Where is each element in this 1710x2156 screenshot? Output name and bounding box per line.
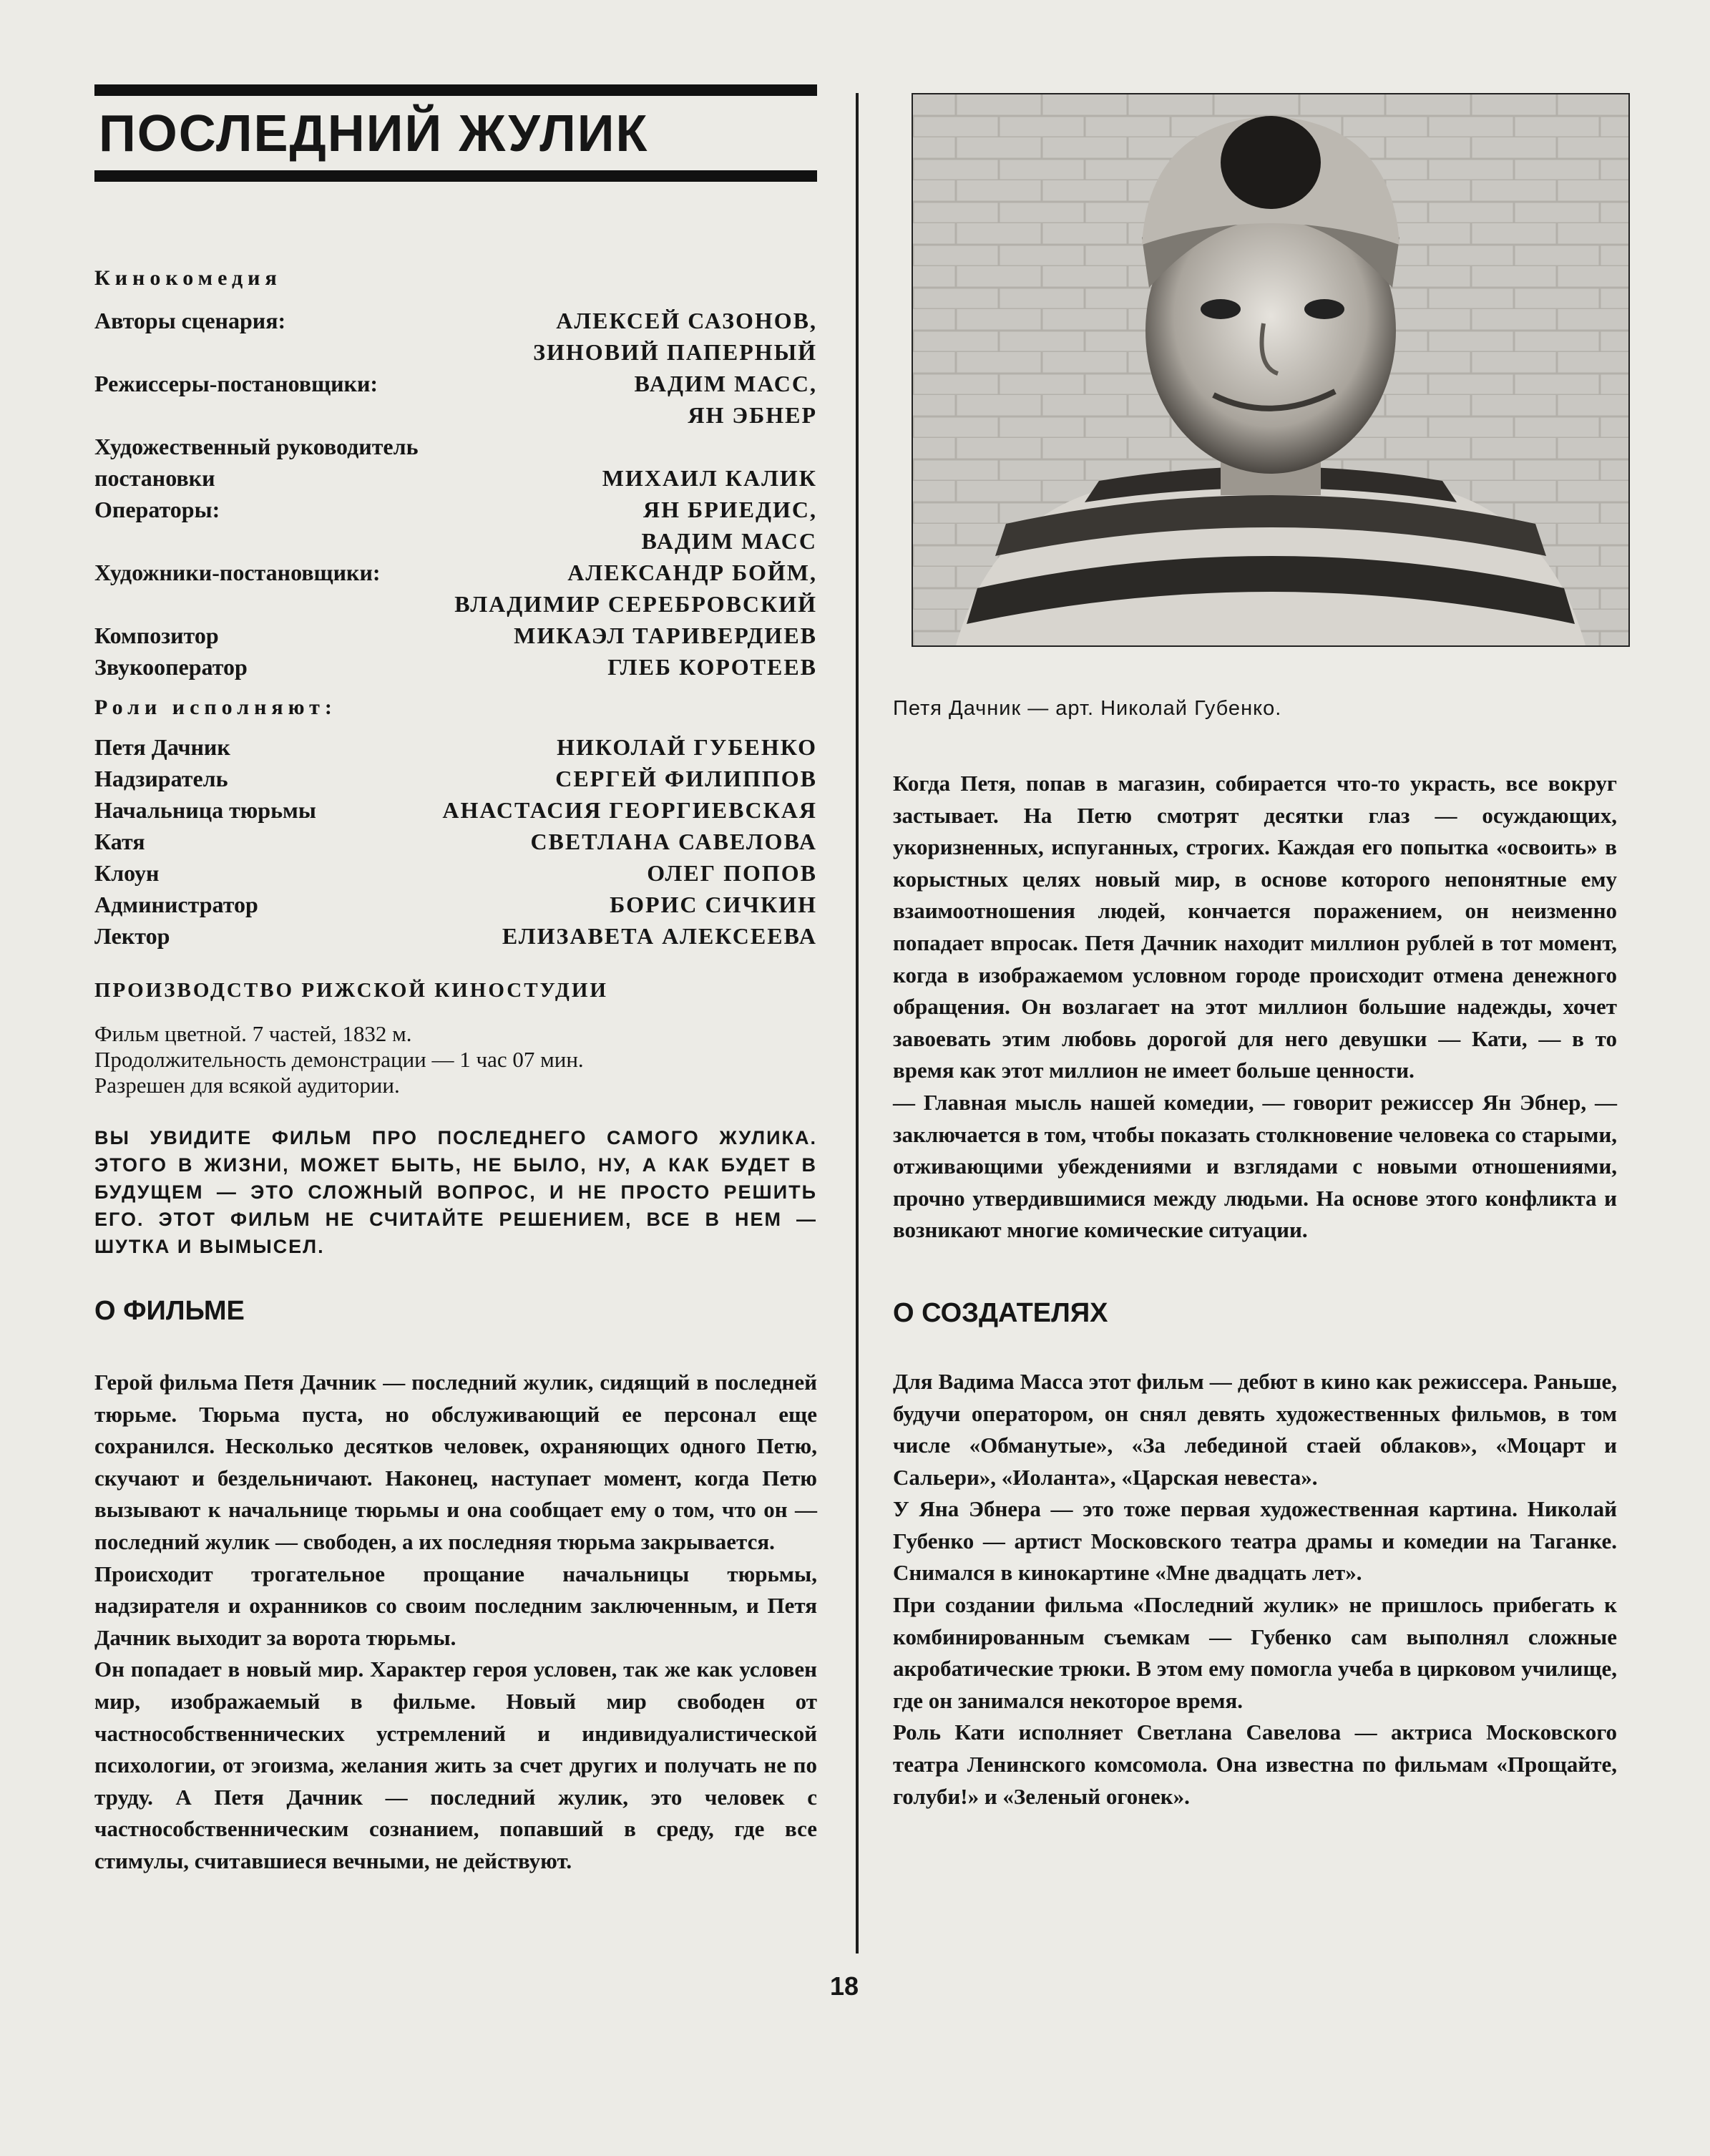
studio-line: ПРОИЗВОДСТВО РИЖСКОЙ КИНОСТУДИИ [94, 979, 608, 1002]
cast-row-role: Петя Дачник [94, 734, 230, 760]
credit-row-name: ЗИНОВИЙ ПАПЕРНЫЙ [533, 339, 817, 365]
paragraph: — Главная мысль нашей комедии, — говорит режиссер Ян Эбнер, — заключается в том, чтобы показать столкновение человека со старыми, отживающими убеждениями и взглядами с новыми отношениями, прочно утвердившимися между людьми. На основе этого конфликта и возникают многие комические ситуации. [893, 1089, 1617, 1243]
credits-list [94, 305, 817, 683]
cast-row-role: Лектор [94, 923, 170, 949]
credit-row-name: ВАДИМ МАСС [641, 528, 817, 554]
genre-label: Кинокомедия [94, 266, 282, 290]
credit-row [94, 336, 817, 368]
credit-row-name: ВАДИМ МАСС, [634, 371, 817, 396]
column-divider [856, 93, 859, 1953]
credit-row [94, 462, 817, 494]
tech-info [94, 1021, 817, 1098]
photo-illustration [913, 94, 1628, 645]
paragraph: Он попадает в новый мир. Характер героя условен, так же как условен мир, изображаемый в фильме. Новый мир свободен от частнособственнических устремлений и индивидуалистической психологии, от эгоизма, желания жить за счет других и получать не по труду. А Петя Дачник — последний жулик, это человек с частнособственническим сознанием, попавший в среду, где все стимулы, считавшиеся вечными, не действуют. [94, 1657, 817, 1873]
title-rule-top [94, 84, 817, 96]
tech-line: Разрешен для всякой аудитории. [94, 1073, 400, 1098]
credit-row [94, 305, 817, 336]
creators-heading: О СОЗДАТЕЛЯХ [893, 1297, 1108, 1328]
credit-row-name: АЛЕКСАНДР БОЙМ, [567, 560, 817, 585]
cast-row-role: Надзиратель [94, 766, 228, 791]
intro-text: ВЫ УВИДИТЕ ФИЛЬМ ПРО ПОСЛЕДНЕГО САМОГО ЖУЛИКА. ЭТОГО В ЖИЗНИ, МОЖЕТ БЫТЬ, НЕ БЫЛО, НУ, А КАК БУДЕТ В БУДУЩЕМ — ЭТО СЛОЖНЫЙ ВОПРОС, И НЕ ПРОСТО РЕШИТЬ ЕГО. ЭТОТ ФИЛЬМ НЕ СЧИТАЙТЕ РЕШЕНИЕМ, ВСЕ В НЕМ — ШУТКА И ВЫМЫСЕЛ. [94, 1127, 817, 1257]
cast-row-name: СЕРГЕЙ ФИЛИППОВ [555, 766, 817, 791]
cast-row [94, 763, 817, 794]
credit-row [94, 494, 817, 525]
paragraph: Герой фильма Петя Дачник — последний жулик, сидящий в последней тюрьме. Тюрьма пуста, но обслуживающий ее персонал еще сохранился. Несколько десятков человек, охраняющих одного Петю, скучают и бездельничают. Наконец, наступает момент, когда Петю вызывают к начальнице тюрьмы и она сообщает ему о том, что он — последний жулик — свободен, а их последняя тюрьма закрывается. [94, 1370, 817, 1554]
tech-line: Фильм цветной. 7 частей, 1832 м. [94, 1021, 412, 1046]
cast-row [94, 731, 817, 763]
creators-body [893, 1366, 1617, 1813]
paragraph: У Яна Эбнера — это тоже первая художественная картина. Николай Губенко — артист Московского театра драмы и комедии на Таганке. Снимался в кинокартине «Мне двадцать лет». [893, 1496, 1617, 1586]
credit-row-role: Художественный руководитель [94, 434, 419, 459]
credit-row [94, 399, 817, 431]
credit-row-role: Художники-постановщики: [94, 560, 381, 585]
cast-row [94, 920, 817, 952]
cast-row [94, 826, 817, 857]
cast-row-name: ОЛЕГ ПОПОВ [647, 860, 817, 886]
credit-row-role: Звукооператор [94, 654, 248, 680]
credit-row-name: АЛЕКСЕЙ САЗОНОВ, [556, 308, 817, 333]
paragraph: Когда Петя, попав в магазин, собирается что-то украсть, все вокруг застывает. На Петю смотрят десятки глаз — осуждающих, укоризненных, испуганных, строгих. Каждая его попытка «освоить» в корыстных целях новый мир, в основе которого непонятные ему взаимоотношения людей, кончается поражением, он неизменно попадает впросак. Петя Дачник находит миллион рублей в тот момент, когда в изображаемом условном городе происходит отмена денежного обращения. Он возлагает на этот миллион большие надежды, хочет завоевать этим любовь дорогой для него девушки — Кати, — в то время как этот миллион не имеет больше ценности. [893, 771, 1617, 1083]
cast-row [94, 889, 817, 920]
credit-row-name: МИХАИЛ КАЛИК [602, 465, 817, 491]
credit-row [94, 651, 817, 683]
right-column [893, 93, 1617, 1813]
credit-row-name: ГЛЕБ КОРОТЕЕВ [607, 654, 817, 680]
cast-row-name: АНАСТАСИЯ ГЕОРГИЕВСКАЯ [442, 797, 817, 823]
title-rule-bottom [94, 170, 817, 182]
credit-row-name: ВЛАДИМИР СЕРЕБРОВСКИЙ [454, 591, 817, 617]
photo-caption: Петя Дачник — арт. Николай Губенко. [893, 697, 1282, 720]
credit-row-name: ЯН ЭБНЕР [688, 402, 817, 428]
cast-row-name: ЕЛИЗАВЕТА АЛЕКСЕЕВА [502, 923, 817, 949]
credit-row [94, 588, 817, 620]
left-column [94, 84, 817, 1878]
credit-row-role: постановки [94, 465, 215, 491]
credit-row-role: Авторы сценария: [94, 308, 286, 333]
cast-row [94, 794, 817, 826]
actor-photo [912, 93, 1630, 647]
cast-row-role: Клоун [94, 860, 160, 886]
paragraph: Для Вадима Масса этот фильм — дебют в кино как режиссера. Раньше, будучи оператором, он снял девять художественных фильмов, в том числе «Обманутые», «За лебединой стаей облаков», «Моцарт и Сальери», «Иоланта», «Царская невеста». [893, 1368, 1617, 1490]
credit-row-name: МИКАЭЛ ТАРИВЕРДИЕВ [514, 623, 817, 648]
credit-row-role: Операторы: [94, 497, 220, 522]
cast-row-role: Начальница тюрьмы [94, 797, 316, 823]
paragraph: При создании фильма «Последний жулик» не пришлось прибегать к комбинированным съемкам — Губенко сам выполнял сложные акробатические трюки. В этом ему помогла учеба в цирковом училище, где он занимался некоторое время. [893, 1592, 1617, 1713]
cast-row-role: Катя [94, 829, 145, 854]
tech-line: Продолжительность демонстрации — 1 час 07 мин. [94, 1047, 584, 1072]
credit-row [94, 525, 817, 557]
credit-row [94, 368, 817, 399]
cast-row-name: СВЕТЛАНА САВЕЛОВА [530, 829, 817, 854]
credit-row [94, 557, 817, 588]
cast-row-name: БОРИС СИЧКИН [610, 892, 817, 917]
credit-row [94, 431, 817, 462]
about-heading: О ФИЛЬМЕ [94, 1296, 245, 1326]
credit-row-name: ЯН БРИЕДИС, [643, 497, 817, 522]
cast-row-name: НИКОЛАЙ ГУБЕНКО [557, 734, 817, 760]
credit-row-role: Композитор [94, 623, 219, 648]
credit-row [94, 620, 817, 651]
paragraph: Происходит трогательное прощание начальницы тюрьмы, надзирателя и охранников со своим последним заключенным, и Петя Дачник выходит за ворота тюрьмы. [94, 1561, 817, 1650]
credit-row-role: Режиссеры-постановщики: [94, 371, 378, 396]
paragraph: Роль Кати исполняет Светлана Савелова — актриса Московского театра Ленинского комсомола. Она известна по фильмам «Прощайте, голуби!» и «Зеленый огонек». [893, 1720, 1617, 1809]
cast-list [94, 731, 817, 952]
about-body [94, 1367, 817, 1878]
page-title: ПОСЛЕДНИЙ ЖУЛИК [99, 105, 649, 162]
cast-heading: Роли исполняют: [94, 696, 337, 719]
cast-row-role: Администратор [94, 892, 258, 917]
cast-row [94, 857, 817, 889]
story-body [893, 768, 1617, 1247]
page-number: 18 [830, 1971, 859, 2001]
